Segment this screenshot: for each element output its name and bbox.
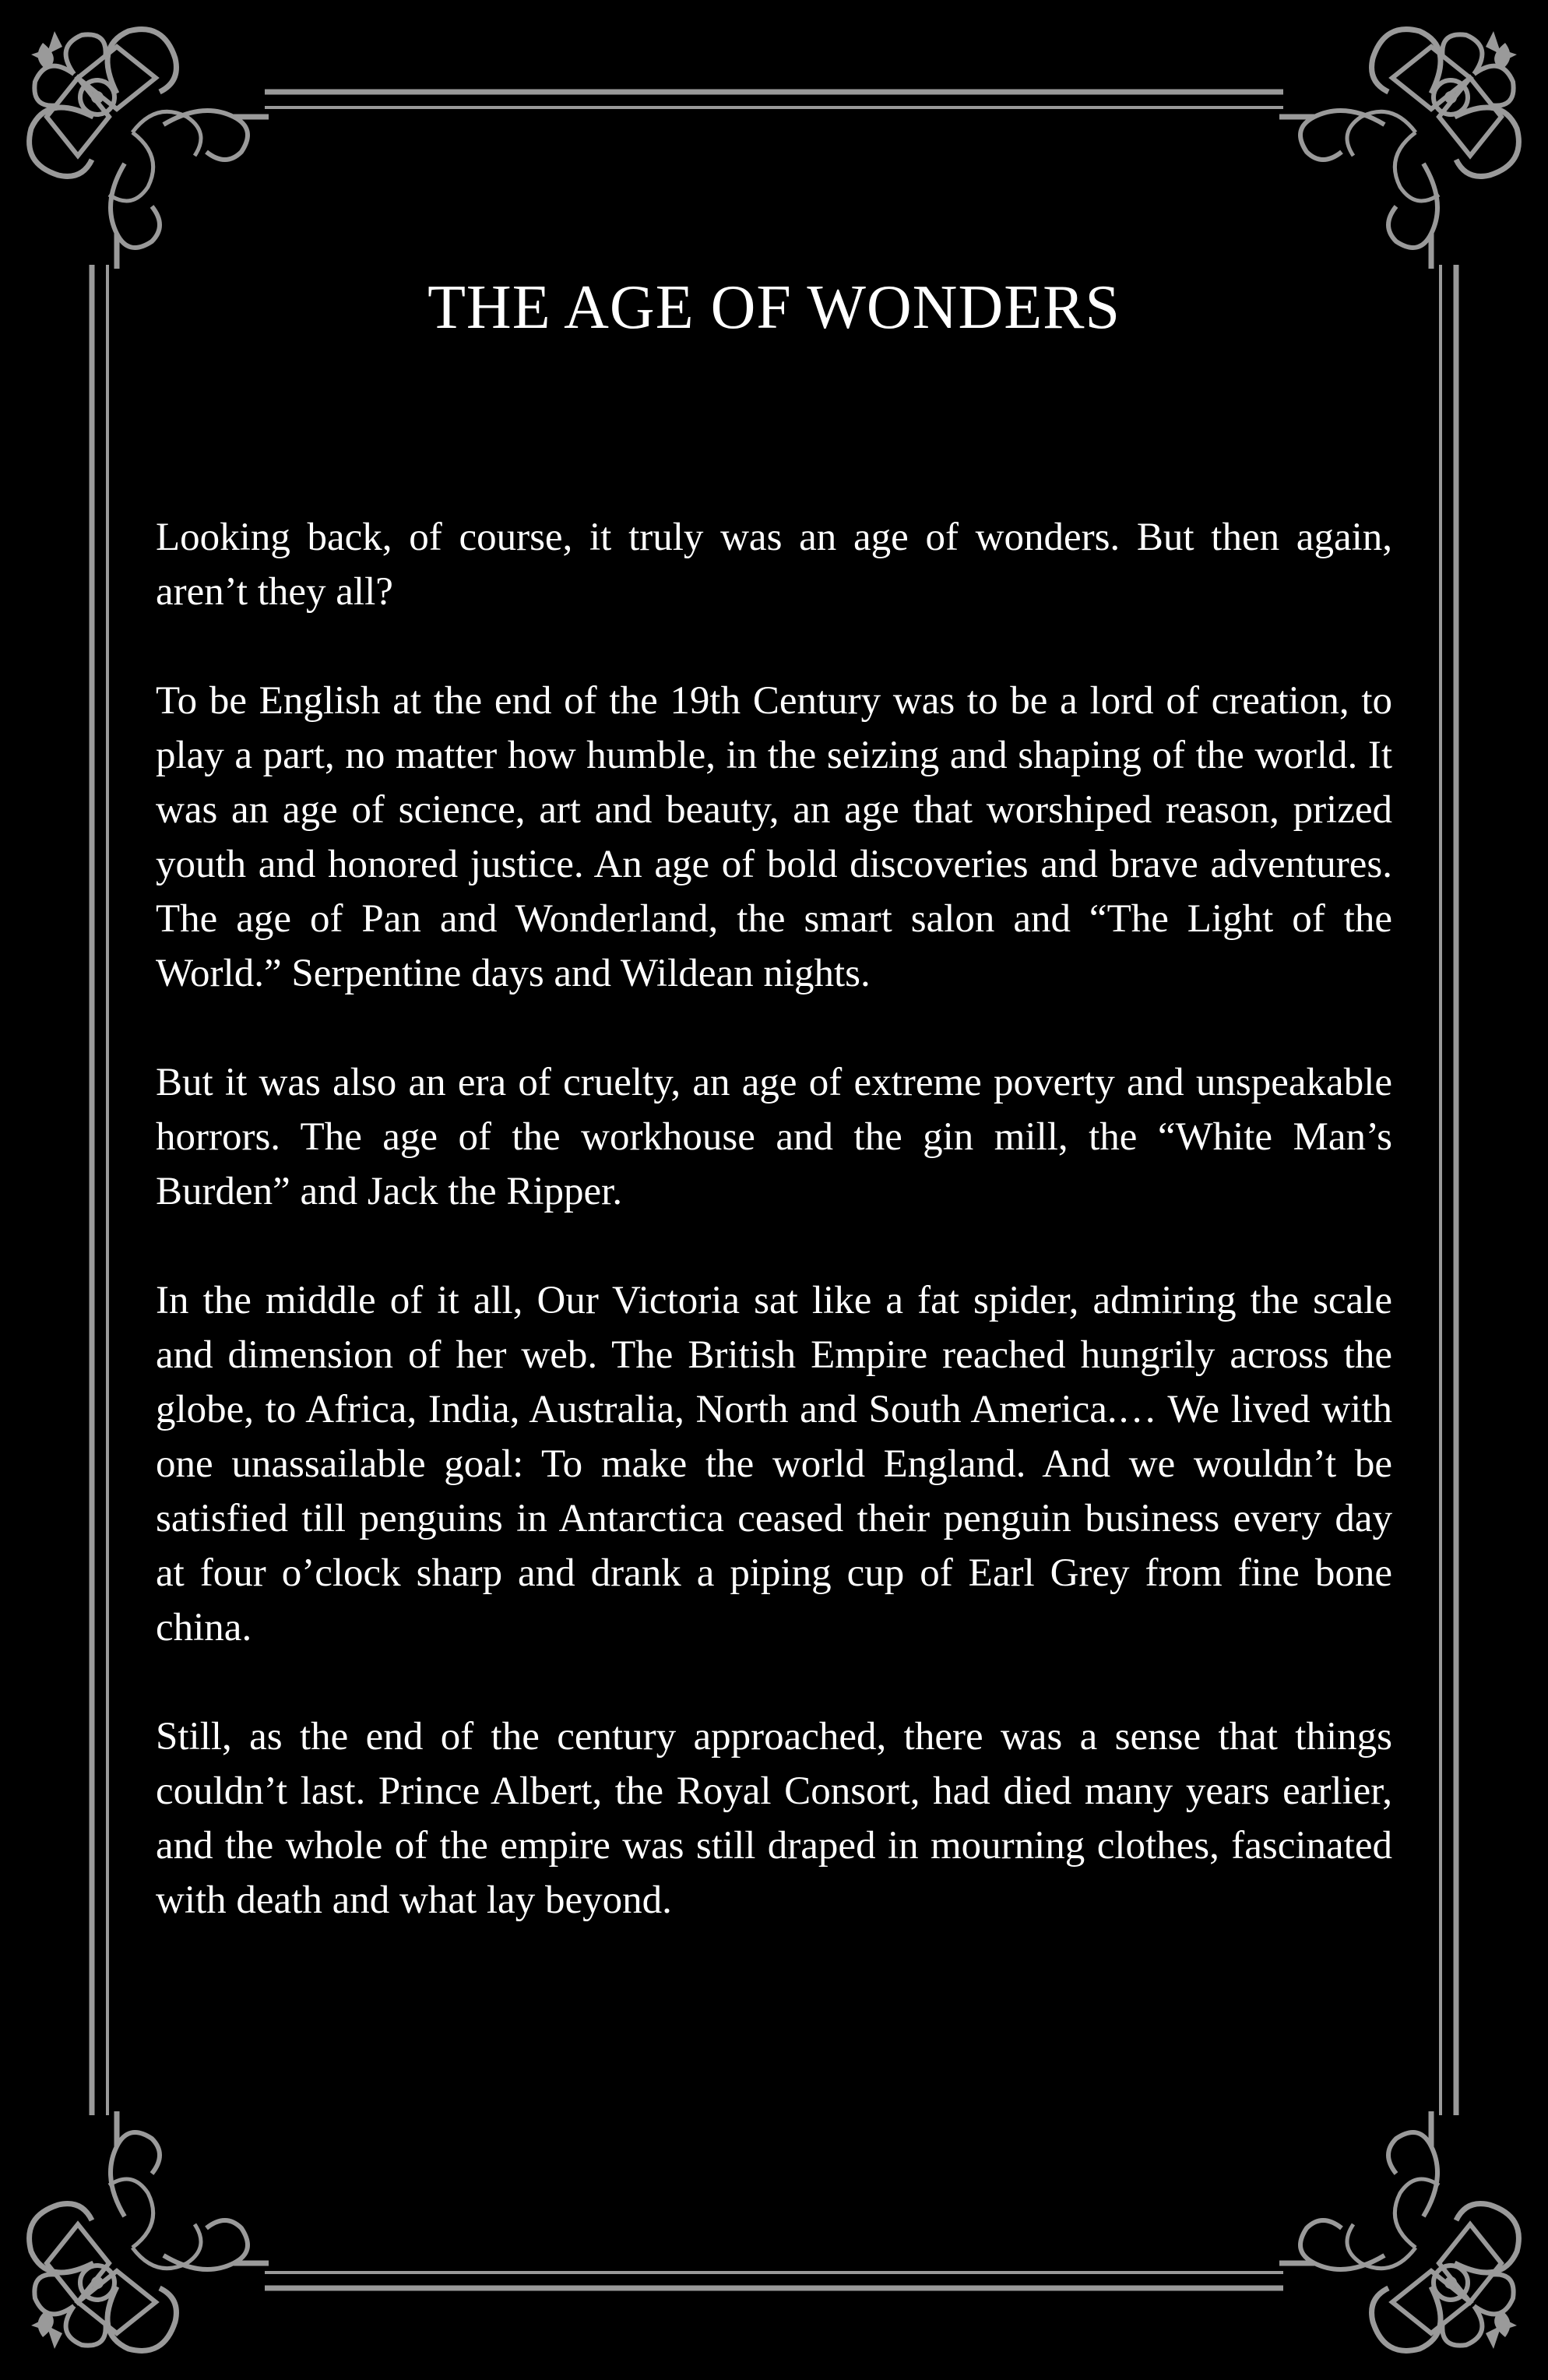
paragraph: Looking back, of course, it truly was an age of wonders. But then again, aren’t they all? [156, 516, 1392, 614]
paragraph: To be English at the end of the 19th Century was to be a lord of creation, to play a part, no matter how humble, in the seizing and shaping of the world. It was an age of science, art and beauty, an age that worshiped reason, prized youth and honored justice. An age of bold discoveries and brave adventures. The age of Pan and Wonderland, the smart salon and “The Light of the World.” Serpentine days and Wildean nights. [156, 679, 1392, 995]
corner-ornament-top-left [30, 30, 269, 269]
page-title: THE AGE OF WONDERS [427, 273, 1121, 342]
corner-ornament-bottom-right [1279, 2111, 1518, 2350]
paragraph: Still, as the end of the century approached, there was a sense that things couldn’t last. Prince Albert, the Royal Consort, had died many years earlier, and the whole of the empire was still draped in mourning clothes, fascinated with death and what lay beyond. [156, 1715, 1392, 1922]
body-text [156, 510, 1392, 1982]
paragraph: But it was also an era of cruelty, an age of extreme poverty and unspeakable horrors. The age of the workhouse and the gin mill, the “White Man’s Burden” and Jack the Ripper. [156, 1061, 1392, 1213]
corner-ornament-top-right [1279, 30, 1518, 269]
paragraph: In the middle of it all, Our Victoria sat like a fat spider, admiring the scale and dimension of her web. The British Empire reached hungrily across the globe, to Africa, India, Australia, North and South America.… We lived with one unassailable goal: To make the world England. And we wouldn’t be satisfied till penguins in Antarctica ceased their penguin business every day at four o’clock sharp and drank a piping cup of Earl Grey from fine bone china. [156, 1279, 1392, 1649]
corner-ornament-bottom-left [30, 2111, 269, 2350]
